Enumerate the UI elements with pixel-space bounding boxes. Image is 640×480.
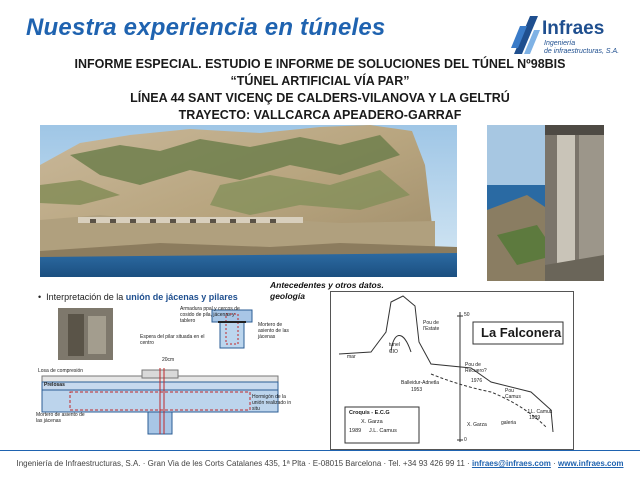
report-line-3: LÍNEA 44 SANT VICENÇ DE CALDERS-VILANOVA Y LA GELTRÚ bbox=[130, 91, 510, 105]
coastal-tunnel-photo bbox=[40, 125, 457, 277]
label-losa: Losa de compresión bbox=[38, 368, 84, 374]
page-title: Nuestra experiencia en túneles bbox=[26, 14, 386, 41]
label-mortero-bottom: Mortero de asiento de las jácenas bbox=[36, 412, 85, 424]
report-line-4: TRAYECTO: VALLCARCA APEADERO-GARRAF bbox=[178, 108, 462, 122]
footer-sep: · bbox=[550, 459, 558, 468]
geology-sketch bbox=[330, 291, 574, 450]
label-camus-sign: J.L. Camus bbox=[527, 409, 553, 415]
label-year-1989: 1989 bbox=[529, 415, 541, 421]
infraes-logo-icon bbox=[508, 16, 542, 54]
label-armadura: Armadura ppal y cercos de cosido de pila, jácenas y tablero bbox=[180, 306, 240, 324]
tunnel-gallery-photo-image bbox=[487, 125, 604, 281]
scale-top: 50 bbox=[464, 312, 470, 318]
geology-title: La Falconera bbox=[481, 325, 562, 340]
label-ballestar: Balleidur-Adnetla bbox=[401, 380, 440, 386]
logo-sub-1: Ingeniería bbox=[544, 40, 576, 47]
label-year-1953: 1953 bbox=[411, 387, 423, 393]
label-garza: X. Garza bbox=[467, 422, 487, 428]
label-espera: Espera del pilar situada en el centro bbox=[140, 334, 205, 346]
label-croquis: Croquis - E.C.G bbox=[349, 410, 390, 416]
label-year-1976: 1976 bbox=[471, 378, 483, 384]
report-line-1: INFORME ESPECIAL. ESTUDIO E INFORME DE SOLUCIONES DEL TÚNEL Nº98BIS bbox=[74, 57, 566, 71]
bullet-dot-icon: • bbox=[38, 292, 42, 302]
footer-web-link[interactable]: www.infraes.com bbox=[558, 459, 624, 468]
label-tunel: tunel bbox=[389, 342, 400, 348]
label-pou-estate: Pou de l'Estate bbox=[423, 320, 440, 332]
footer-divider bbox=[0, 450, 640, 451]
scale-bottom: 0 bbox=[464, 437, 467, 443]
footer bbox=[0, 459, 640, 468]
bullet-bold: unión de jácenas y pilares bbox=[125, 292, 238, 302]
geology-drawing bbox=[331, 292, 573, 449]
label-pou-camus: Pou Camus bbox=[505, 388, 521, 400]
label-pou-recuero: Pou de Recuero? bbox=[465, 362, 487, 374]
beam-column-joint-diagram bbox=[30, 288, 295, 446]
coastal-tunnel-photo-image bbox=[40, 125, 457, 277]
antecedentes-line-1: Antecedentes y otros datos. bbox=[270, 280, 384, 290]
label-hormigon: Hormigón de la unión realizado in situ bbox=[252, 394, 292, 412]
footer-company: Ingeniería de Infraestructuras, S.A. · Gran Via de les Corts Catalanes 435, 1ª Plta · E-08015 Barcelona · Tel. +34 93 426 99 11 · bbox=[16, 459, 472, 468]
label-mortero-top: Mortero de asiento de las jácenas bbox=[258, 322, 289, 340]
label-cio: CIO bbox=[389, 349, 398, 355]
label-croquis-x: X. Garza bbox=[361, 419, 383, 425]
label-20cm: 20cm bbox=[162, 357, 175, 363]
label-mar: mar bbox=[347, 354, 356, 360]
antecedentes-line-2: geología bbox=[270, 291, 305, 301]
logo-name: Infraes bbox=[542, 18, 605, 39]
logo-sub-2: de infraestructuras, S.A. bbox=[544, 48, 620, 55]
label-galeria: galeria bbox=[501, 420, 517, 426]
infraes-logo bbox=[508, 16, 628, 56]
bullet-prefix: Interpretación de la bbox=[46, 292, 126, 302]
logo-subtitle bbox=[544, 40, 619, 56]
label-croquis-year: 1989 bbox=[349, 428, 362, 434]
label-croquis-jl: J.L. Camus bbox=[369, 428, 397, 434]
footer-email-link[interactable]: infraes@infraes.com bbox=[471, 459, 551, 468]
label-prelosas: Prelosas bbox=[44, 382, 65, 388]
tunnel-gallery-photo bbox=[487, 125, 604, 281]
report-line-2: “TÚNEL ARTIFICIAL VÍA PAR” bbox=[230, 74, 410, 88]
report-heading bbox=[0, 56, 640, 124]
